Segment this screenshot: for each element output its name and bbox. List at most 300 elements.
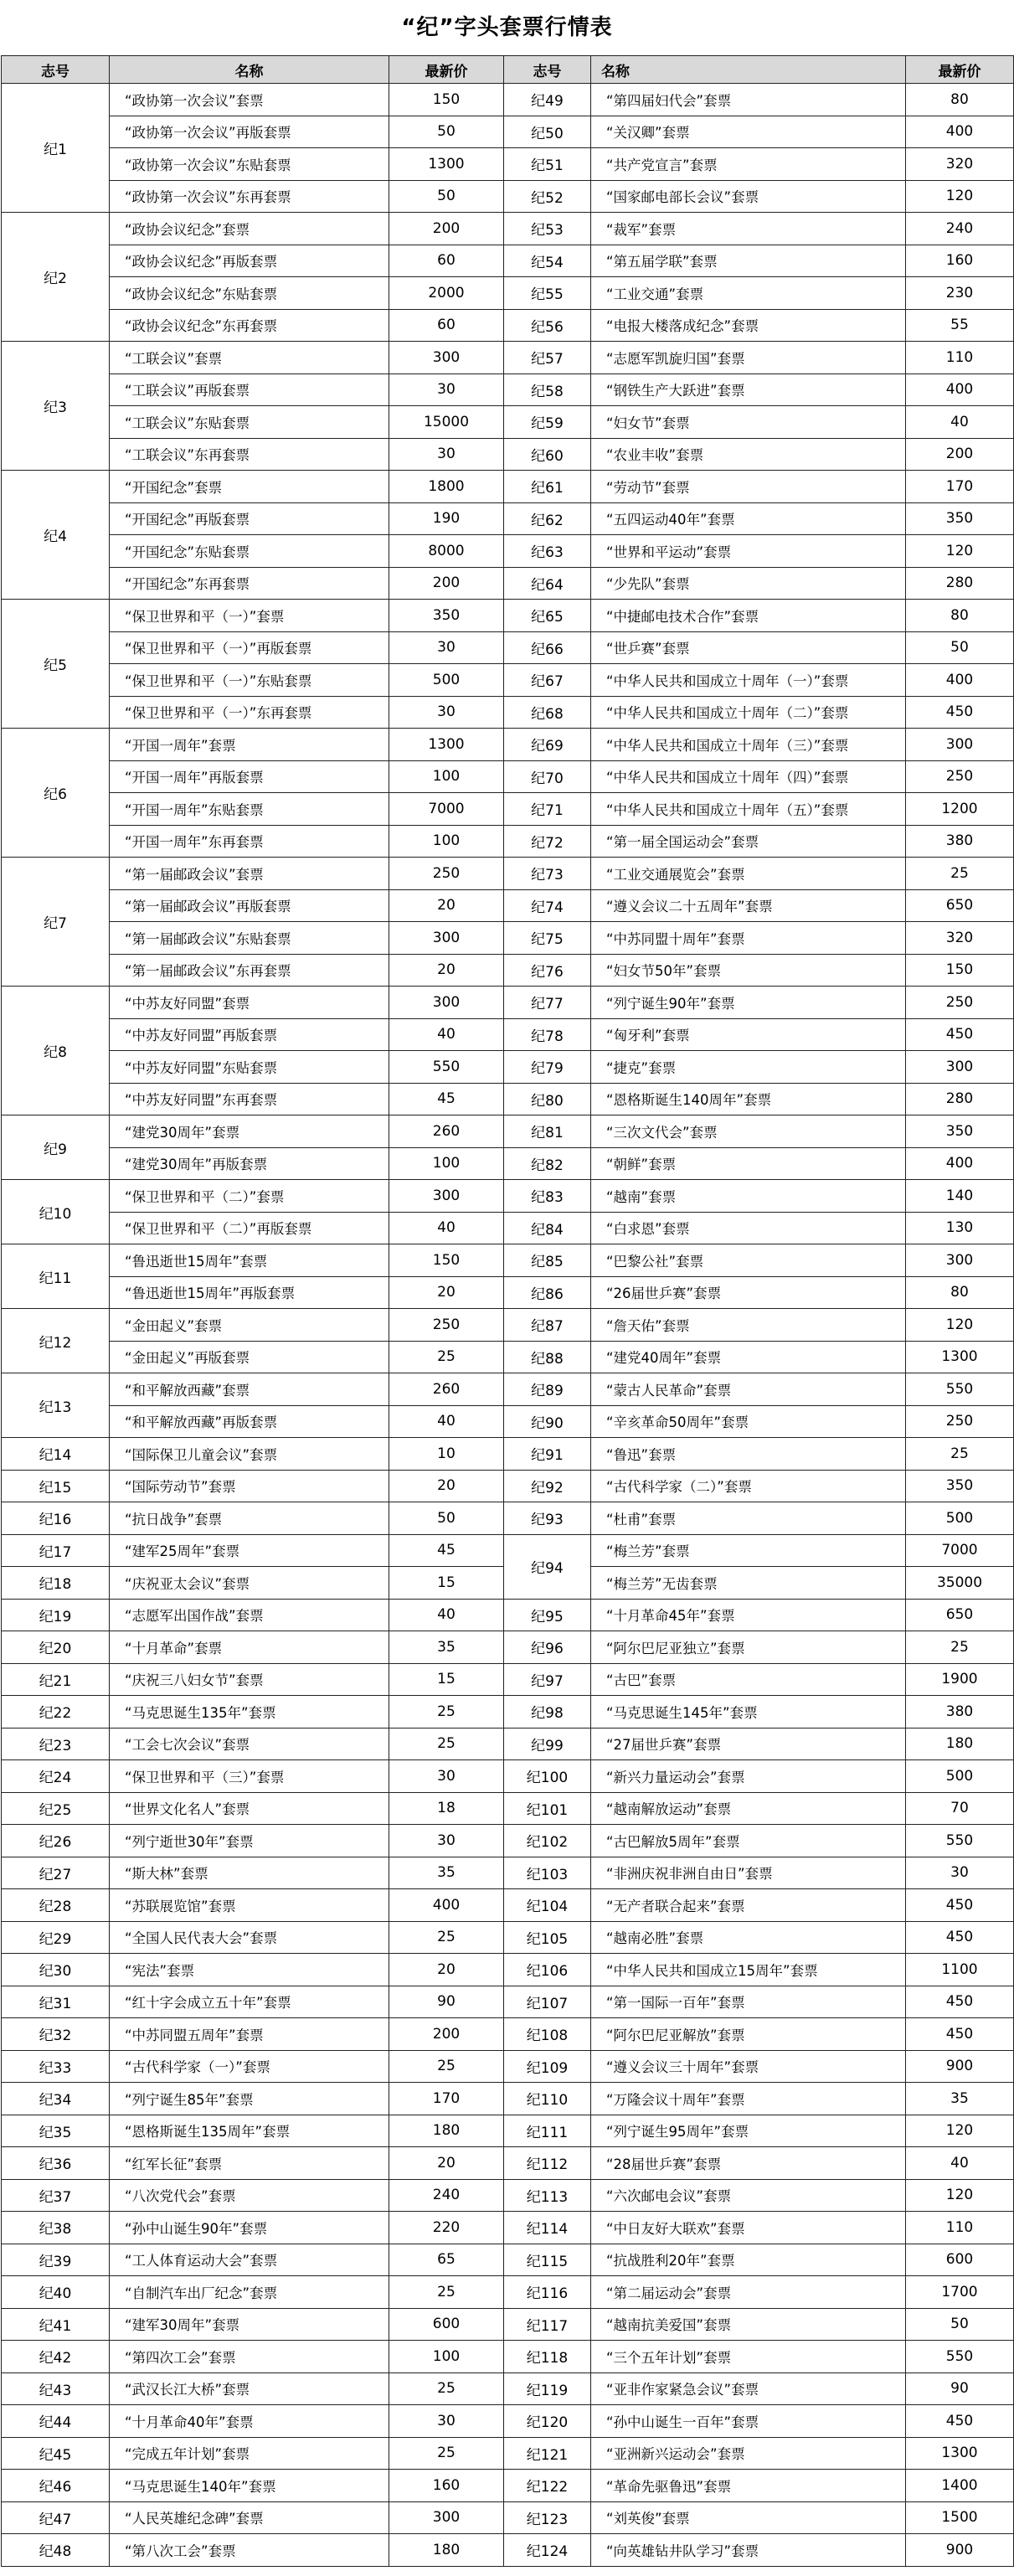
stamp-id-cell: 纪22: [2, 1696, 110, 1728]
stamp-name-cell: “马克思诞生135年”套票: [110, 1696, 389, 1728]
stamp-id-cell: 纪95: [504, 1599, 591, 1631]
stamp-name-cell: “遵义会议二十五周年”套票: [591, 889, 906, 922]
stamp-name-cell: “建军30周年”套票: [110, 2308, 389, 2341]
stamp-id-cell: 纪47: [2, 2501, 110, 2534]
stamp-id-cell: 纪120: [504, 2405, 591, 2438]
stamp-name-cell: “中苏同盟五周年”套票: [110, 2018, 389, 2051]
stamp-name-cell: “向英雄钻井队学习”套票: [591, 2534, 906, 2567]
stamp-id-cell: 纪58: [504, 374, 591, 406]
stamp-id-cell: 纪21: [2, 1663, 110, 1696]
price-cell: 190: [389, 502, 504, 535]
stamp-name-cell: “列宁诞生90年”套票: [591, 987, 906, 1019]
stamp-id-cell: 纪77: [504, 987, 591, 1019]
price-cell: 350: [906, 1470, 1014, 1502]
stamp-id-cell: 纪65: [504, 600, 591, 632]
price-cell: 40: [906, 406, 1014, 439]
price-cell: 400: [906, 116, 1014, 148]
stamp-id-cell: 纪96: [504, 1631, 591, 1664]
table-row: [2, 729, 1014, 761]
price-cell: 450: [906, 1889, 1014, 1922]
stamp-id-cell: 纪46: [2, 2470, 110, 2502]
stamp-name-cell: “白求恩”套票: [591, 1212, 906, 1244]
price-cell: 550: [906, 1825, 1014, 1857]
table-row: [2, 600, 1014, 632]
stamp-name-cell: “中华人民共和国成立15周年”套票: [591, 1954, 906, 1986]
stamp-name-cell: “和平解放西藏”再版套票: [110, 1405, 389, 1438]
price-cell: 8000: [389, 535, 504, 568]
stamp-name-cell: “阿尔巴尼亚独立”套票: [591, 1631, 906, 1664]
stamp-name-cell: “共产党宣言”套票: [591, 148, 906, 181]
stamp-id-cell: 纪59: [504, 406, 591, 439]
price-cell: 380: [906, 1696, 1014, 1728]
stamp-id-cell: 纪74: [504, 889, 591, 922]
table-row: [2, 825, 1014, 858]
stamp-name-cell: “政协第一次会议”再版套票: [110, 116, 389, 148]
stamp-name-cell: “完成五年计划”套票: [110, 2437, 389, 2470]
stamp-name-cell: “电报大楼落成纪念”套票: [591, 309, 906, 342]
stamp-name-cell: “中苏友好同盟”再版套票: [110, 1018, 389, 1051]
price-cell: 100: [389, 760, 504, 793]
stamp-id-cell: 纪70: [504, 760, 591, 793]
stamp-id-cell: 纪28: [2, 1889, 110, 1922]
stamp-name-cell: “蒙古人民革命”套票: [591, 1373, 906, 1406]
stamp-name-cell: “孙中山诞生一百年”套票: [591, 2405, 906, 2438]
table-row: [2, 1115, 1014, 1148]
price-cell: 20: [389, 1470, 504, 1502]
stamp-name-cell: “建党30周年”套票: [110, 1115, 389, 1148]
stamp-id-cell: 纪52: [504, 180, 591, 213]
table-row: [2, 1147, 1014, 1180]
price-cell: 380: [906, 825, 1014, 858]
stamp-id-cell: 纪42: [2, 2341, 110, 2373]
stamp-name-cell: “越南”套票: [591, 1180, 906, 1213]
stamp-id-cell: 纪103: [504, 1857, 591, 1889]
stamp-name-cell: “工人体育运动大会”套票: [110, 2244, 389, 2276]
table-row: [2, 1276, 1014, 1309]
stamp-id-cell: 纪83: [504, 1180, 591, 1213]
table-row: [2, 471, 1014, 503]
price-cell: 110: [906, 342, 1014, 374]
stamp-name-cell: “世界文化名人”套票: [110, 1792, 389, 1825]
stamp-name-cell: “十月革命40年”套票: [110, 2405, 389, 2438]
table-row: [2, 1921, 1014, 1954]
stamp-id-cell: 纪38: [2, 2212, 110, 2244]
price-cell: 35000: [906, 1567, 1014, 1600]
price-cell: 200: [389, 2018, 504, 2051]
stamp-name-cell: “鲁迅逝世15周年”套票: [110, 1244, 389, 1277]
stamp-id-cell: 纪5: [2, 600, 110, 729]
stamp-name-cell: “28届世乒赛”套票: [591, 2147, 906, 2180]
stamp-name-cell: “开国一周年”套票: [110, 729, 389, 761]
price-cell: 200: [389, 567, 504, 600]
stamp-name-cell: “开国一周年”东再套票: [110, 825, 389, 858]
table-row: [2, 2212, 1014, 2244]
stamp-name-cell: “关汉卿”套票: [591, 116, 906, 148]
stamp-name-cell: “亚洲新兴运动会”套票: [591, 2437, 906, 2470]
price-cell: 1700: [906, 2276, 1014, 2309]
stamp-name-cell: “钢铁生产大跃进”套票: [591, 374, 906, 406]
price-cell: 7000: [389, 793, 504, 826]
stamp-name-cell: “工联会议”东贴套票: [110, 406, 389, 439]
table-row: [2, 1760, 1014, 1793]
price-cell: 450: [906, 696, 1014, 729]
stamp-name-cell: “国家邮电部长会议”套票: [591, 180, 906, 213]
price-cell: 65: [389, 2244, 504, 2276]
stamp-name-cell: “中华人民共和国成立十周年（一）”套票: [591, 664, 906, 697]
price-cell: 130: [906, 1212, 1014, 1244]
stamp-id-cell: 纪99: [504, 1728, 591, 1760]
stamp-name-cell: “十月革命45年”套票: [591, 1599, 906, 1631]
price-cell: 100: [389, 2341, 504, 2373]
price-cell: 500: [906, 1502, 1014, 1535]
stamp-id-cell: 纪49: [504, 84, 591, 116]
price-cell: 600: [906, 2244, 1014, 2276]
stamp-name-cell: “斯大林”套票: [110, 1857, 389, 1889]
stamp-id-cell: 纪100: [504, 1760, 591, 1793]
price-cell: 50: [389, 180, 504, 213]
price-cell: 1200: [906, 793, 1014, 826]
price-cell: 25: [389, 1341, 504, 1373]
header-right-id: 志号: [504, 56, 591, 84]
stamp-id-cell: 纪97: [504, 1663, 591, 1696]
stamp-id-cell: 纪3: [2, 342, 110, 471]
price-cell: 220: [389, 2212, 504, 2244]
table-row: [2, 1180, 1014, 1213]
price-cell: 120: [906, 2115, 1014, 2147]
price-cell: 25: [389, 2437, 504, 2470]
price-cell: 70: [906, 1792, 1014, 1825]
price-cell: 45: [389, 1534, 504, 1567]
price-cell: 35: [906, 2083, 1014, 2115]
stamp-name-cell: “革命先驱鲁迅”套票: [591, 2470, 906, 2502]
stamp-name-cell: “国际劳动节”套票: [110, 1470, 389, 1502]
stamp-name-cell: “建党40周年”套票: [591, 1341, 906, 1373]
price-cell: 300: [389, 342, 504, 374]
price-cell: 25: [389, 1921, 504, 1954]
table-row: [2, 1083, 1014, 1115]
stamp-id-cell: 纪89: [504, 1373, 591, 1406]
price-cell: 25: [906, 858, 1014, 890]
price-cell: 500: [906, 1760, 1014, 1793]
price-cell: 200: [906, 438, 1014, 471]
stamp-id-cell: 纪82: [504, 1147, 591, 1180]
stamp-id-cell: 纪91: [504, 1438, 591, 1471]
table-row: [2, 1405, 1014, 1438]
stamp-name-cell: “中苏友好同盟”套票: [110, 987, 389, 1019]
price-cell: 40: [906, 2147, 1014, 2180]
price-cell: 1300: [389, 148, 504, 181]
table-row: [2, 631, 1014, 664]
price-cell: 400: [906, 374, 1014, 406]
stamp-id-cell: 纪16: [2, 1502, 110, 1535]
stamp-name-cell: “恩格斯诞生140周年”套票: [591, 1083, 906, 1115]
price-cell: 90: [389, 1986, 504, 2018]
stamp-id-cell: 纪34: [2, 2083, 110, 2115]
stamp-name-cell: “马克思诞生145年”套票: [591, 1696, 906, 1728]
price-cell: 25: [389, 1696, 504, 1728]
stamp-id-cell: 纪57: [504, 342, 591, 374]
price-cell: 280: [906, 567, 1014, 600]
table-row: [2, 277, 1014, 310]
price-cell: 180: [906, 1728, 1014, 1760]
price-cell: 30: [389, 631, 504, 664]
price-cell: 200: [389, 213, 504, 245]
stamp-name-cell: “开国一周年”东贴套票: [110, 793, 389, 826]
table-row: [2, 116, 1014, 148]
stamp-name-cell: “红十字会成立五十年”套票: [110, 1986, 389, 2018]
price-cell: 180: [389, 2115, 504, 2147]
price-cell: 120: [906, 535, 1014, 568]
stamp-id-cell: 纪80: [504, 1083, 591, 1115]
stamp-name-cell: “金田起义”套票: [110, 1309, 389, 1342]
table-row: [2, 406, 1014, 439]
stamp-name-cell: “开国纪念”东再套票: [110, 567, 389, 600]
price-cell: 40: [389, 1599, 504, 1631]
price-cell: 240: [906, 213, 1014, 245]
stamp-id-cell: 纪2: [2, 213, 110, 342]
stamp-id-cell: 纪18: [2, 1567, 110, 1600]
stamp-name-cell: “中苏同盟十周年”套票: [591, 922, 906, 955]
stamp-name-cell: “和平解放西藏”套票: [110, 1373, 389, 1406]
header-right-price: 最新价: [906, 56, 1014, 84]
stamp-id-cell: 纪55: [504, 277, 591, 310]
stamp-name-cell: “工联会议”再版套票: [110, 374, 389, 406]
stamp-name-cell: “三个五年计划”套票: [591, 2341, 906, 2373]
table-row: [2, 2244, 1014, 2276]
stamp-id-cell: 纪87: [504, 1309, 591, 1342]
price-cell: 1300: [906, 2437, 1014, 2470]
price-cell: 30: [389, 2405, 504, 2438]
stamp-id-cell: 纪119: [504, 2372, 591, 2405]
stamp-id-cell: 纪76: [504, 954, 591, 987]
stamp-name-cell: “孙中山诞生90年”套票: [110, 2212, 389, 2244]
price-cell: 120: [906, 180, 1014, 213]
stamp-id-cell: 纪23: [2, 1728, 110, 1760]
price-cell: 50: [389, 116, 504, 148]
table-row: [2, 987, 1014, 1019]
page-title: “纪”字头套票行情表: [401, 15, 613, 40]
price-cell: 300: [389, 1180, 504, 1213]
stamp-id-cell: 纪109: [504, 2050, 591, 2083]
price-cell: 60: [389, 309, 504, 342]
stamp-name-cell: “第八次工会”套票: [110, 2534, 389, 2567]
stamp-name-cell: “中苏友好同盟”东贴套票: [110, 1051, 389, 1084]
stamp-name-cell: “五四运动40年”套票: [591, 502, 906, 535]
stamp-name-cell: “三次文代会”套票: [591, 1115, 906, 1148]
price-cell: 250: [389, 858, 504, 890]
stamp-id-cell: 纪94: [504, 1534, 591, 1599]
table-row: [2, 1373, 1014, 1406]
stamp-id-cell: 纪101: [504, 1792, 591, 1825]
header-left-price: 最新价: [389, 56, 504, 84]
price-cell: 300: [389, 987, 504, 1019]
stamp-id-cell: 纪67: [504, 664, 591, 697]
stamp-name-cell: “妇女节”套票: [591, 406, 906, 439]
stamp-name-cell: “第一届全国运动会”套票: [591, 825, 906, 858]
stamp-name-cell: “恩格斯诞生135周年”套票: [110, 2115, 389, 2147]
stamp-id-cell: 纪66: [504, 631, 591, 664]
price-cell: 10: [389, 1438, 504, 1471]
stamp-name-cell: “保卫世界和平（一）”再版套票: [110, 631, 389, 664]
table-row: [2, 1212, 1014, 1244]
stamp-id-cell: 纪17: [2, 1534, 110, 1567]
stamp-id-cell: 纪26: [2, 1825, 110, 1857]
stamp-id-cell: 纪86: [504, 1276, 591, 1309]
stamp-id-cell: 纪24: [2, 1760, 110, 1793]
stamp-id-cell: 纪10: [2, 1180, 110, 1244]
stamp-id-cell: 纪11: [2, 1244, 110, 1309]
stamp-id-cell: 纪93: [504, 1502, 591, 1535]
stamp-name-cell: “古代科学家（二）”套票: [591, 1470, 906, 1502]
stamp-id-cell: 纪32: [2, 2018, 110, 2051]
table-row: [2, 374, 1014, 406]
price-cell: 500: [389, 664, 504, 697]
price-cell: 450: [906, 1018, 1014, 1051]
price-cell: 1300: [906, 1341, 1014, 1373]
table-row: [2, 502, 1014, 535]
price-cell: 25: [389, 2276, 504, 2309]
table-row: [2, 2470, 1014, 2502]
stamp-id-cell: 纪40: [2, 2276, 110, 2309]
stamp-name-cell: “马克思诞生140年”套票: [110, 2470, 389, 2502]
table-row: [2, 2437, 1014, 2470]
price-cell: 320: [906, 922, 1014, 955]
stamp-id-cell: 纪33: [2, 2050, 110, 2083]
stamp-name-cell: “鲁迅逝世15周年”再版套票: [110, 1276, 389, 1309]
stamp-id-cell: 纪15: [2, 1470, 110, 1502]
stamp-name-cell: “国际保卫儿童会议”套票: [110, 1438, 389, 1471]
stamp-name-cell: “中华人民共和国成立十周年（五）”套票: [591, 793, 906, 826]
stamp-name-cell: “建党30周年”再版套票: [110, 1147, 389, 1180]
stamp-name-cell: “27届世乒赛”套票: [591, 1728, 906, 1760]
table-row: [2, 2372, 1014, 2405]
price-cell: 250: [906, 1405, 1014, 1438]
stamp-name-cell: “世界和平运动”套票: [591, 535, 906, 568]
price-cell: 55: [906, 309, 1014, 342]
price-cell: 150: [389, 1244, 504, 1277]
stamp-id-cell: 纪112: [504, 2147, 591, 2180]
stamp-name-cell: “阿尔巴尼亚解放”套票: [591, 2018, 906, 2051]
stamp-id-cell: 纪31: [2, 1986, 110, 2018]
stamp-id-cell: 纪29: [2, 1921, 110, 1954]
stamp-name-cell: “捷克”套票: [591, 1051, 906, 1084]
stamp-name-cell: “自制汽车出厂纪念”套票: [110, 2276, 389, 2309]
price-cell: 25: [389, 2372, 504, 2405]
stamp-id-cell: 纪92: [504, 1470, 591, 1502]
price-cell: 30: [389, 696, 504, 729]
stamp-name-cell: “杜甫”套票: [591, 1502, 906, 1535]
stamp-name-cell: “中捷邮电技术合作”套票: [591, 600, 906, 632]
table-row: [2, 1728, 1014, 1760]
stamp-id-cell: 纪8: [2, 987, 110, 1115]
stamp-id-cell: 纪98: [504, 1696, 591, 1728]
stamp-name-cell: “武汉长江大桥”套票: [110, 2372, 389, 2405]
stamp-id-cell: 纪79: [504, 1051, 591, 1084]
table-row: [2, 1470, 1014, 1502]
stamp-id-cell: 纪9: [2, 1115, 110, 1180]
table-row: [2, 2308, 1014, 2341]
stamp-id-cell: 纪25: [2, 1792, 110, 1825]
stamp-name-cell: “越南解放运动”套票: [591, 1792, 906, 1825]
stamp-id-cell: 纪13: [2, 1373, 110, 1438]
stamp-name-cell: “第一届邮政会议”东贴套票: [110, 922, 389, 955]
stamp-id-cell: 纪75: [504, 922, 591, 955]
stamp-id-cell: 纪51: [504, 148, 591, 181]
price-cell: 1500: [906, 2501, 1014, 2534]
stamp-name-cell: “八次党代会”套票: [110, 2179, 389, 2212]
price-cell: 20: [389, 1954, 504, 1986]
price-cell: 90: [906, 2372, 1014, 2405]
stamp-id-cell: 纪1: [2, 84, 110, 213]
price-cell: 20: [389, 889, 504, 922]
stamp-name-cell: “列宁诞生85年”套票: [110, 2083, 389, 2115]
price-cell: 240: [389, 2179, 504, 2212]
price-cell: 100: [389, 825, 504, 858]
price-cell: 260: [389, 1373, 504, 1406]
price-cell: 250: [906, 760, 1014, 793]
table-row: [2, 889, 1014, 922]
stamp-name-cell: “金田起义”再版套票: [110, 1341, 389, 1373]
table-row: [2, 535, 1014, 568]
table-row: [2, 2405, 1014, 2438]
stamp-id-cell: 纪121: [504, 2437, 591, 2470]
price-cell: 450: [906, 1921, 1014, 1954]
price-cell: 260: [389, 1115, 504, 1148]
stamp-name-cell: “古代科学家（一）”套票: [110, 2050, 389, 2083]
table-row: [2, 1599, 1014, 1631]
table-row: [2, 148, 1014, 181]
table-row: [2, 2276, 1014, 2309]
price-cell: 600: [389, 2308, 504, 2341]
price-cell: 15000: [389, 406, 504, 439]
price-cell: 120: [906, 2179, 1014, 2212]
stamp-name-cell: “农业丰收”套票: [591, 438, 906, 471]
stamp-id-cell: 纪72: [504, 825, 591, 858]
price-cell: 80: [906, 1276, 1014, 1309]
stamp-id-cell: 纪110: [504, 2083, 591, 2115]
price-cell: 40: [389, 1405, 504, 1438]
stamp-name-cell: “抗日战争”套票: [110, 1502, 389, 1535]
stamp-id-cell: 纪14: [2, 1438, 110, 1471]
table-row: [2, 2050, 1014, 2083]
stamp-name-cell: “政协会议纪念”东再套票: [110, 309, 389, 342]
stamp-name-cell: “中华人民共和国成立十周年（二）”套票: [591, 696, 906, 729]
price-cell: 18: [389, 1792, 504, 1825]
stamp-name-cell: “开国纪念”东贴套票: [110, 535, 389, 568]
price-cell: 150: [906, 954, 1014, 987]
table-row: [2, 760, 1014, 793]
stamp-name-cell: “政协第一次会议”东再套票: [110, 180, 389, 213]
price-cell: 160: [906, 245, 1014, 277]
table-row: [2, 84, 1014, 116]
table-row: [2, 1954, 1014, 1986]
price-cell: 1900: [906, 1663, 1014, 1696]
price-cell: 25: [389, 1728, 504, 1760]
price-cell: 1100: [906, 1954, 1014, 1986]
price-cell: 30: [389, 438, 504, 471]
stamp-name-cell: “开国纪念”再版套票: [110, 502, 389, 535]
price-cell: 25: [906, 1631, 1014, 1664]
table-row: [2, 1018, 1014, 1051]
price-cell: 400: [906, 1147, 1014, 1180]
stamp-id-cell: 纪104: [504, 1889, 591, 1922]
table-row: [2, 438, 1014, 471]
stamp-id-cell: 纪43: [2, 2372, 110, 2405]
stamp-name-cell: “万隆会议十周年”套票: [591, 2083, 906, 2115]
stamp-id-cell: 纪44: [2, 2405, 110, 2438]
table-body: [2, 84, 1014, 2567]
stamp-name-cell: “梅兰芳”无齿套票: [591, 1567, 906, 1600]
